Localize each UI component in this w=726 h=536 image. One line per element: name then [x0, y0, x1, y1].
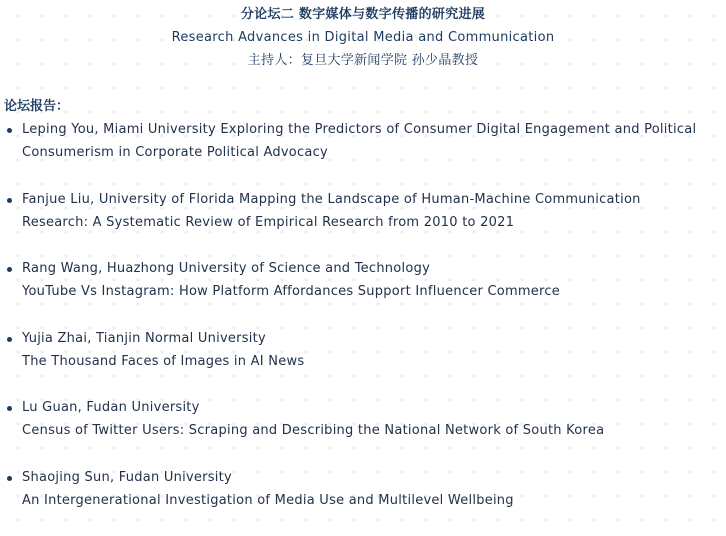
list-item: [0, 328, 726, 398]
session-title-english: Research Advances in Digital Media and Communication: [0, 28, 726, 48]
talk-title-line: Research: A Systematic Review of Empirical Research from 2010 to 2021: [22, 212, 722, 234]
bullet-icon: [7, 337, 12, 342]
bullet-icon: [7, 128, 12, 133]
list-item: [0, 397, 726, 467]
session-host: 主持人：复旦大学新闻学院 孙少晶教授: [0, 51, 726, 71]
talk-list: [0, 119, 726, 536]
talk-speaker-line: Yujia Zhai, Tianjin Normal University: [22, 328, 722, 350]
bullet-icon: [7, 476, 12, 481]
list-item: [0, 258, 726, 328]
talk-title-line: YouTube Vs Instagram: How Platform Affordances Support Influencer Commerce: [22, 281, 722, 303]
talk-speaker-line: Shaojing Sun, Fudan University: [22, 467, 722, 489]
talk-speaker-line: Fanjue Liu, University of Florida Mapping the Landscape of Human-Machine Communication: [22, 189, 722, 211]
list-item: [0, 467, 726, 536]
forum-reports-label: 论坛报告：: [4, 97, 69, 117]
bullet-icon: [7, 406, 12, 411]
talk-title-line: The Thousand Faces of Images in AI News: [22, 351, 722, 373]
bullet-icon: [7, 267, 12, 272]
talk-speaker-line: Lu Guan, Fudan University: [22, 397, 722, 419]
session-title-chinese: 分论坛二 数字媒体与数字传播的研究进展: [0, 5, 726, 25]
talk-title-line: Census of Twitter Users: Scraping and Describing the National Network of South Korea: [22, 420, 722, 442]
bullet-icon: [7, 198, 12, 203]
talk-title-line: An Intergenerational Investigation of Media Use and Multilevel Wellbeing: [22, 490, 722, 512]
talk-speaker-line: Rang Wang, Huazhong University of Science and Technology: [22, 258, 722, 280]
talk-speaker-line: Leping You, Miami University Exploring the Predictors of Consumer Digital Engagement and Political: [22, 119, 722, 141]
talk-title-line: Consumerism in Corporate Political Advocacy: [22, 142, 722, 164]
list-item: [0, 189, 726, 259]
list-item: [0, 119, 726, 189]
